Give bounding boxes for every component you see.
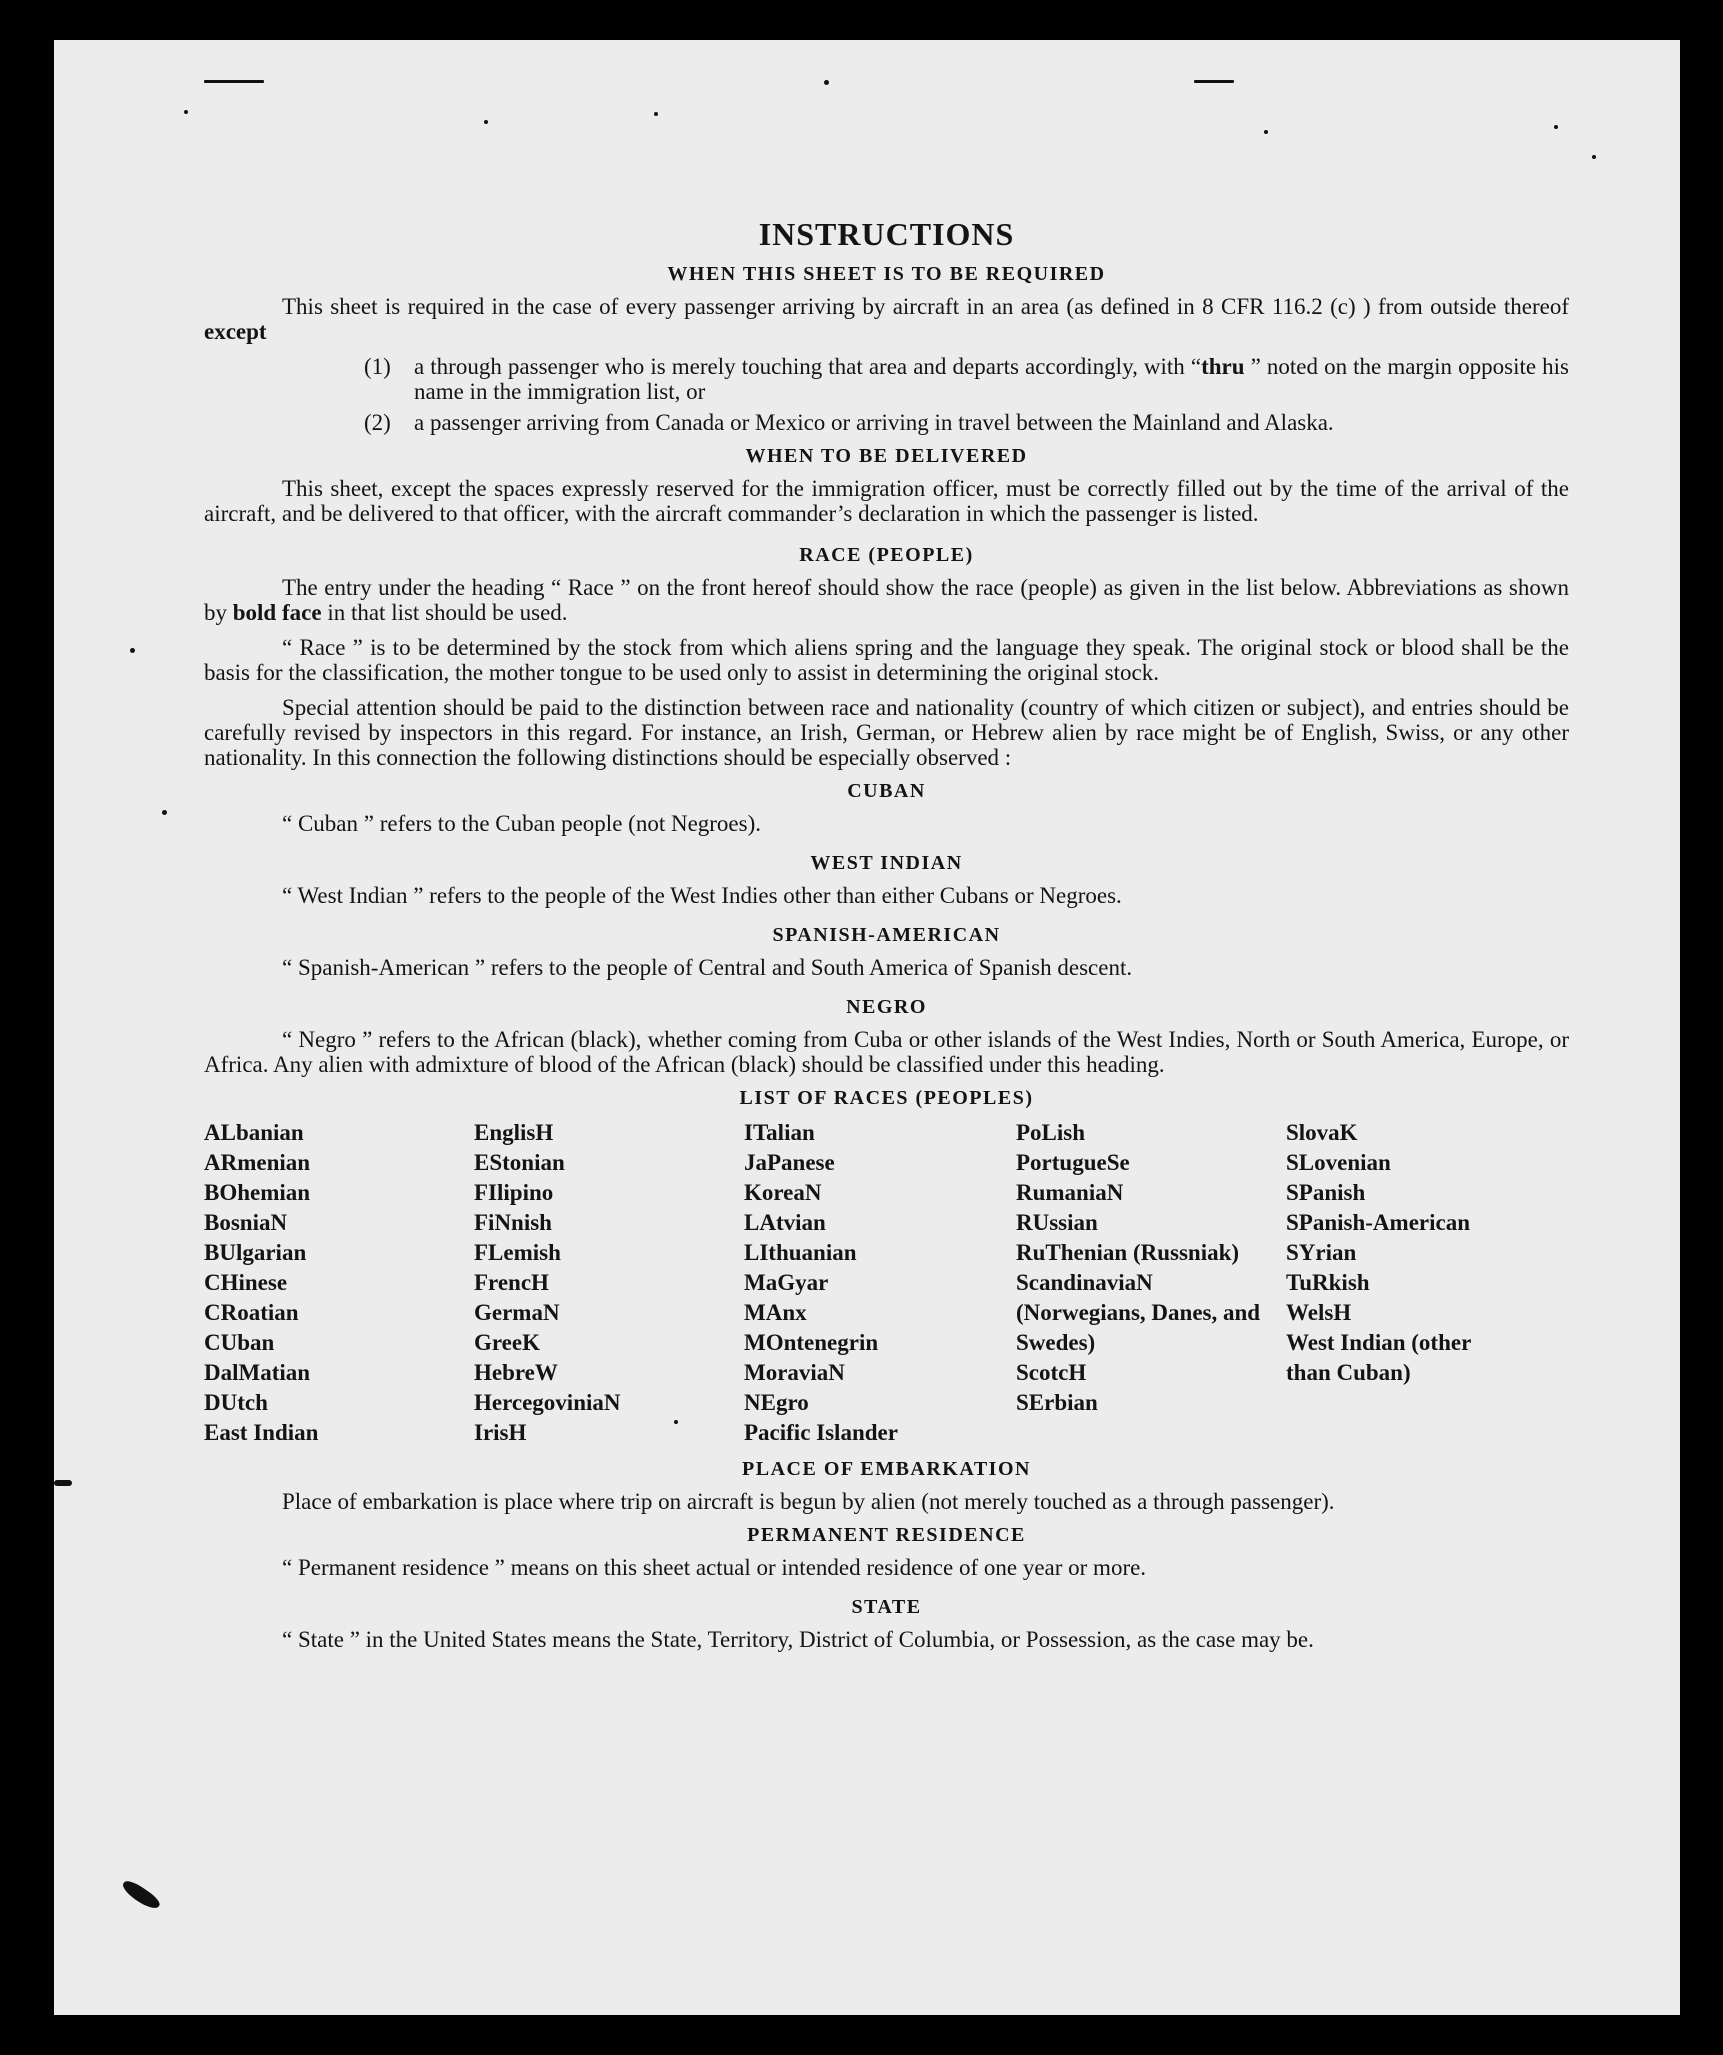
race-entry: EnglisH	[474, 1120, 554, 1145]
races-column	[474, 1118, 744, 1448]
race-entry: LAtvian	[744, 1210, 826, 1235]
race-entry: MaGyar	[744, 1270, 829, 1295]
races-column	[744, 1118, 1016, 1448]
race-entry: FLemish	[474, 1240, 561, 1265]
page-title: INSTRUCTIONS	[758, 216, 1015, 252]
race-entry: BosniaN	[204, 1210, 288, 1235]
instructions-content	[204, 170, 1569, 1980]
section-west-indian	[204, 852, 1569, 908]
section-place-of-embarkation	[204, 1458, 1569, 1514]
section-permanent-residence	[204, 1524, 1569, 1580]
list-item	[364, 354, 1569, 404]
paragraph: Place of embarkation is place where trip on aircraft is begun by alien (not merely touched as a through passenger).	[282, 1489, 1335, 1514]
paragraph: “ Spanish-American ” refers to the people of Central and South America of Spanish descent.	[282, 955, 1133, 980]
race-entry: MAnx	[744, 1300, 807, 1325]
emphasis-text: thru	[1201, 354, 1245, 379]
races-list	[204, 1118, 1569, 1448]
section-cuban	[204, 780, 1569, 836]
race-entry: ITalian	[744, 1120, 815, 1145]
race-entry: CRoatian	[204, 1300, 299, 1325]
list-item-text-part: ” noted on the margin opposite his name in the immigration list, or	[414, 354, 1569, 404]
race-entry: SErbian	[1016, 1390, 1098, 1415]
list-item-text-part: a through passenger who is merely touching that area and departs accordingly, with “	[414, 354, 1202, 379]
section-heading: SPANISH-AMERICAN	[772, 924, 1001, 946]
scan-speck	[484, 120, 488, 124]
emphasis-text: except	[204, 319, 267, 344]
scan-speck	[120, 1877, 162, 1913]
race-entry: RuThenian (Russniak)	[1016, 1240, 1240, 1265]
paragraph-text: This sheet is required in the case of every passenger arriving by aircraft in an area (as defined in 8 CFR 116.2 (c) ) from outside thereof	[282, 294, 1569, 319]
paragraph: “ Negro ” refers to the African (black), whether coming from Cuba or other islands of the West Indies, North or South America, Europe, or Africa. Any alien with admixture of blood of the African (black) should be classified under this heading.	[204, 1027, 1569, 1077]
section-heading: WHEN THIS SHEET IS TO BE REQUIRED	[667, 263, 1106, 285]
paragraph	[204, 294, 1569, 344]
list-item	[364, 410, 1569, 435]
section-heading: STATE	[851, 1596, 922, 1618]
paragraph-text: in that list should be used.	[327, 600, 568, 625]
race-entry: CUban	[204, 1330, 275, 1355]
section-when-required	[204, 263, 1569, 435]
section-heading: WHEN TO BE DELIVERED	[745, 445, 1028, 467]
paragraph: This sheet, except the spaces expressly reserved for the immigration officer, must be correctly filled out by the time of the arrival of the aircraft, and be delivered to that officer, with the aircraft commander’s declaration in which the passenger is listed.	[204, 476, 1569, 526]
section-heading: PERMANENT RESIDENCE	[747, 1524, 1026, 1546]
races-column	[204, 1118, 474, 1448]
race-entry: PortugueSe	[1016, 1150, 1130, 1175]
paragraph: “ Permanent residence ” means on this sheet actual or intended residence of one year or more.	[282, 1555, 1147, 1580]
section-heading: LIST OF RACES (PEOPLES)	[739, 1087, 1034, 1109]
section-list-of-races	[204, 1087, 1569, 1448]
scan-speck	[204, 80, 264, 83]
scan-speck	[654, 112, 658, 116]
races-column	[1016, 1118, 1286, 1448]
race-entry: BOhemian	[204, 1180, 311, 1205]
emphasis-text: bold face	[232, 600, 322, 625]
race-entry: EStonian	[474, 1150, 565, 1175]
race-entry: SYrian	[1286, 1240, 1357, 1265]
race-entry: RumaniaN	[1016, 1180, 1124, 1205]
race-entry: ARmenian	[204, 1150, 311, 1175]
race-entry: Pacific Islander	[744, 1420, 898, 1445]
race-entry: KoreaN	[744, 1180, 822, 1205]
race-entry: ALbanian	[204, 1120, 304, 1145]
race-entry: GermaN	[474, 1300, 560, 1325]
race-entry: SlovaK	[1286, 1120, 1358, 1145]
race-entry: NEgro	[744, 1390, 809, 1415]
scan-speck	[1194, 80, 1234, 83]
list-item-text: a passenger arriving from Canada or Mexico or arriving in travel between the Mainland and Alaska.	[414, 410, 1334, 435]
list-item-number: (2)	[364, 410, 391, 435]
scan-speck	[162, 810, 167, 815]
scan-speck	[130, 648, 135, 653]
paragraph: “ West Indian ” refers to the people of the West Indies other than either Cubans or Negroes.	[282, 883, 1122, 908]
scan-speck	[824, 80, 829, 85]
race-entry: ScotcH	[1016, 1360, 1087, 1385]
race-entry: SLovenian	[1286, 1150, 1391, 1175]
race-entry: IrisH	[474, 1420, 527, 1445]
paragraph: “ Cuban ” refers to the Cuban people (not Negroes).	[282, 811, 762, 836]
section-heading: PLACE OF EMBARKATION	[742, 1458, 1031, 1480]
paragraph: Special attention should be paid to the distinction between race and nationality (country of which citizen or subject), and entries should be carefully revised by inspectors in this regard. For instance, an Irish, German, or Hebrew alien by race might be of English, Swiss, or any other nationality. In this connection the following distinctions should be especially observed :	[204, 695, 1569, 770]
section-race	[204, 544, 1569, 770]
race-entry: LIthuanian	[744, 1240, 857, 1265]
race-entry: GreeK	[474, 1330, 540, 1355]
races-column	[1286, 1118, 1569, 1448]
race-entry: SPanish-American	[1286, 1210, 1470, 1235]
section-heading: RACE (PEOPLE)	[799, 544, 974, 566]
race-entry: FIlipino	[474, 1180, 554, 1205]
section-when-delivered	[204, 445, 1569, 526]
section-heading: CUBAN	[847, 780, 926, 802]
section-heading: NEGRO	[846, 996, 927, 1018]
race-entry: HercegoviniaN	[474, 1390, 621, 1415]
scan-speck	[1554, 125, 1558, 129]
race-entry: JaPanese	[744, 1150, 835, 1175]
paragraph-text: The entry under the heading “ Race ” on the front hereof should show the race (people) as given in the list below. Abbreviations as shown by	[204, 575, 1569, 625]
race-entry: TuRkish	[1286, 1270, 1370, 1295]
race-entry: East Indian	[204, 1420, 319, 1445]
race-entry: FrencH	[474, 1270, 549, 1295]
scan-speck	[1592, 155, 1596, 159]
paragraph: “ Race ” is to be determined by the stock from which aliens spring and the language they speak. The original stock or blood shall be the basis for the classification, the mother tongue to be used only to assist in determining the original stock.	[204, 635, 1569, 685]
paragraph: “ State ” in the United States means the State, Territory, District of Columbia, or Possession, as the case may be.	[282, 1627, 1314, 1652]
scan-speck	[1264, 130, 1268, 134]
race-entry: SPanish	[1286, 1180, 1366, 1205]
race-entry: FiNnish	[474, 1210, 552, 1235]
race-entry: BUlgarian	[204, 1240, 307, 1265]
list-item-number: (1)	[364, 354, 391, 379]
scan-speck	[184, 110, 188, 114]
paragraph	[204, 575, 1569, 625]
race-entry: PoLish	[1016, 1120, 1086, 1145]
document-page	[54, 40, 1680, 2015]
race-entry: MOntenegrin	[744, 1330, 879, 1355]
race-entry: West Indian (other than Cuban)	[1286, 1330, 1471, 1385]
section-spanish-american	[204, 924, 1569, 980]
race-entry: WelsH	[1286, 1300, 1352, 1325]
race-entry: CHinese	[204, 1270, 288, 1295]
race-entry: DUtch	[204, 1390, 268, 1415]
race-entry: DalMatian	[204, 1360, 311, 1385]
section-heading: WEST INDIAN	[810, 852, 963, 874]
section-negro	[204, 996, 1569, 1077]
race-entry: MoraviaN	[744, 1360, 845, 1385]
scan-speck	[54, 1480, 72, 1486]
race-entry: HebreW	[474, 1360, 558, 1385]
section-state	[204, 1596, 1569, 1652]
race-entry: RUssian	[1016, 1210, 1098, 1235]
list-item-text	[414, 354, 1569, 404]
race-entry: ScandinaviaN (Norwegians, Danes, and Swedes)	[1016, 1270, 1261, 1355]
